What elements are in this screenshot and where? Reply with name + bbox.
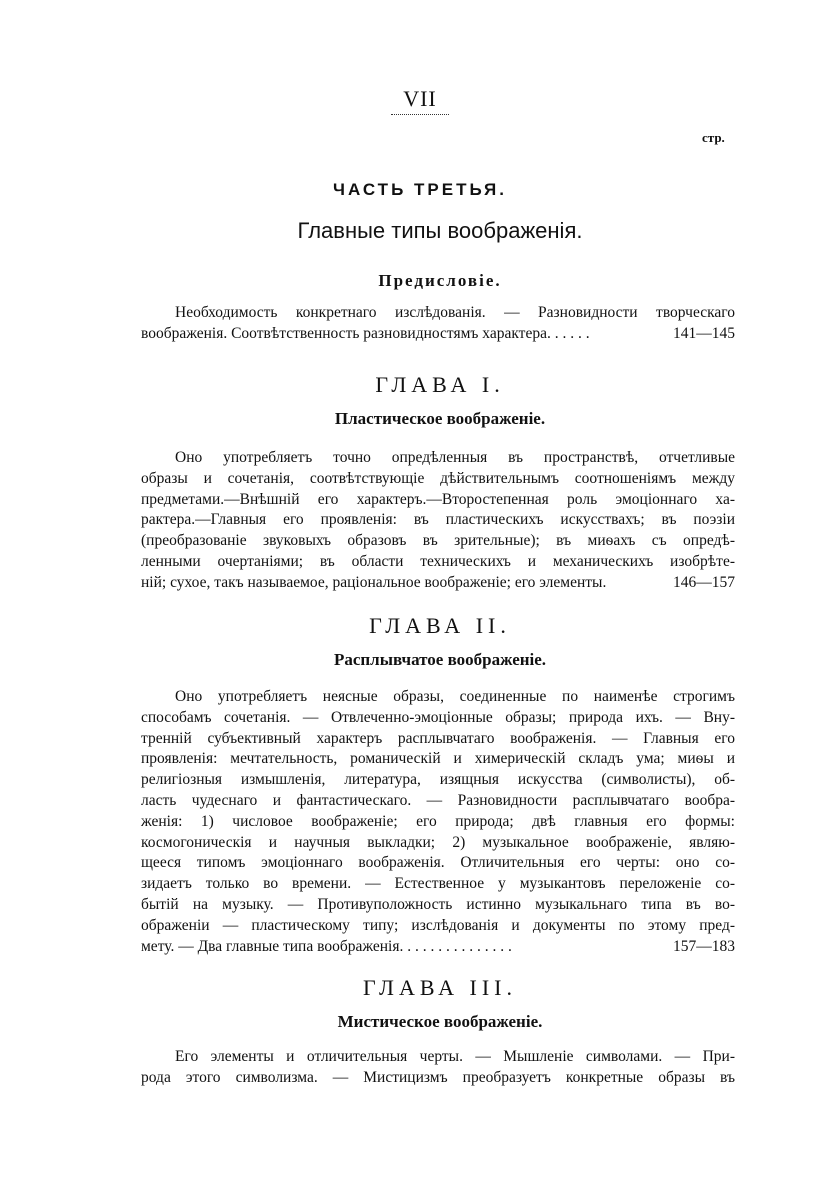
text-line-last: мету. — Два главные типа воображенія. . . . . . . . . . . . . . . 157—183 [141, 937, 735, 958]
text-line: зидаетъ только во времени. — Естественное у музыкантовъ переложеніе со- [141, 875, 735, 893]
chapter-1-text [141, 448, 735, 594]
text-line: бытій на музыку. — Противуположность истинно музыкальнаго типа въ во- [141, 895, 735, 913]
chapter-2-title: Расплывчатое воображеніе. [333, 650, 547, 669]
page-range: 157—183 [673, 937, 735, 955]
text-line: ленными очертаніями; въ области техническихъ и механическихъ изобрѣте- [141, 552, 735, 570]
text-line: образы и сочетанія, соотвѣтствующіе дѣйствительнымъ соотношеніямъ между [141, 469, 735, 487]
text-line: ласть чудеснаго и фантастическаго. — Разновидности расплывчатаго вообра- [141, 791, 735, 809]
text-line: проявленія: мечтательность, романическій и химерическій складъ ума; миѳы и [141, 750, 735, 768]
chapter-2-text [141, 687, 735, 957]
preface-title: Предисловіе. [378, 271, 502, 290]
part-title: ЧАСТЬ ТРЕТЬЯ. [333, 180, 507, 199]
preface-text [141, 303, 735, 345]
text-line: Оно употребляетъ неясные образы, соединенные по наименѣе строгимъ [175, 688, 735, 705]
text-line: Его элементы и отличительныя черты. — Мышленіе символами. — При- [175, 1048, 735, 1065]
text-line: ображеніи — пластическому типу; изслѣдованія и документы по этому пред- [141, 916, 735, 934]
text-line: (преобразованіе звуковыхъ образовъ въ зрительные); въ миѳахъ съ опредѣ- [141, 532, 735, 550]
text-line: щееся типомъ эмоціоннаго воображенія. Отличительныя его черты: оно со- [141, 854, 735, 872]
text-line-last: воображенія. Соотвѣтственность разновидностямъ характера. . . . . . 141—145 [141, 324, 735, 345]
text-line: предметами.—Внѣшній его характеръ.—Второстепенная роль эмоціоннаго ха- [141, 490, 735, 508]
text-line: рактера.—Главныя его проявленія: въ пластическихъ искусствахъ; въ поэзіи [141, 511, 735, 529]
chapter-3-text [141, 1047, 735, 1089]
chapter-1-title: Пластическое воображеніе. [334, 409, 546, 428]
chapter-3-title: Мистическое воображеніе. [337, 1012, 543, 1031]
page-range: 146—157 [673, 573, 735, 591]
text-line: религіозныя измышленія, литература, изящныя искусства (символисты), об- [141, 771, 735, 789]
text-line: Необходимость конкретнаго изслѣдованія. — Разновидности творческаго [175, 304, 735, 321]
text-line: Оно употребляетъ точно опредѣленныя въ пространствѣ, отчетливые [175, 449, 735, 466]
page-number-rule [391, 114, 449, 115]
text-line: женія: 1) числовое воображеніе; его природа; двѣ главныя его формы: [141, 812, 735, 830]
page-column-label: стр. [702, 130, 725, 145]
chapter-1-label: ГЛАВА I. [375, 372, 505, 397]
text-line: рода этого символизма. — Мистицизмъ преобразуетъ конкретные образы въ [141, 1068, 735, 1086]
text-line: космогоническія и научныя выкладки; 2) музыкальное воображеніе, являю- [141, 833, 735, 851]
page-range: 141—145 [673, 324, 735, 342]
part-subtitle: Главные типы воображенія. [297, 218, 583, 243]
text-line: способамъ сочетанія. — Отвлеченно-эмоціонные образы; природа ихъ. — Вну- [141, 708, 735, 726]
page-number: VII [0, 86, 840, 115]
text-line: тренній субъективный характеръ расплывчатаго воображенія. — Главныя его [141, 729, 735, 747]
chapter-2-label: ГЛАВА II. [369, 613, 511, 638]
chapter-3-label: ГЛАВА III. [362, 975, 518, 1000]
text-line-last: ній; сухое, такъ называемое, раціональное воображеніе; его элементы. 146—157 [141, 573, 735, 594]
